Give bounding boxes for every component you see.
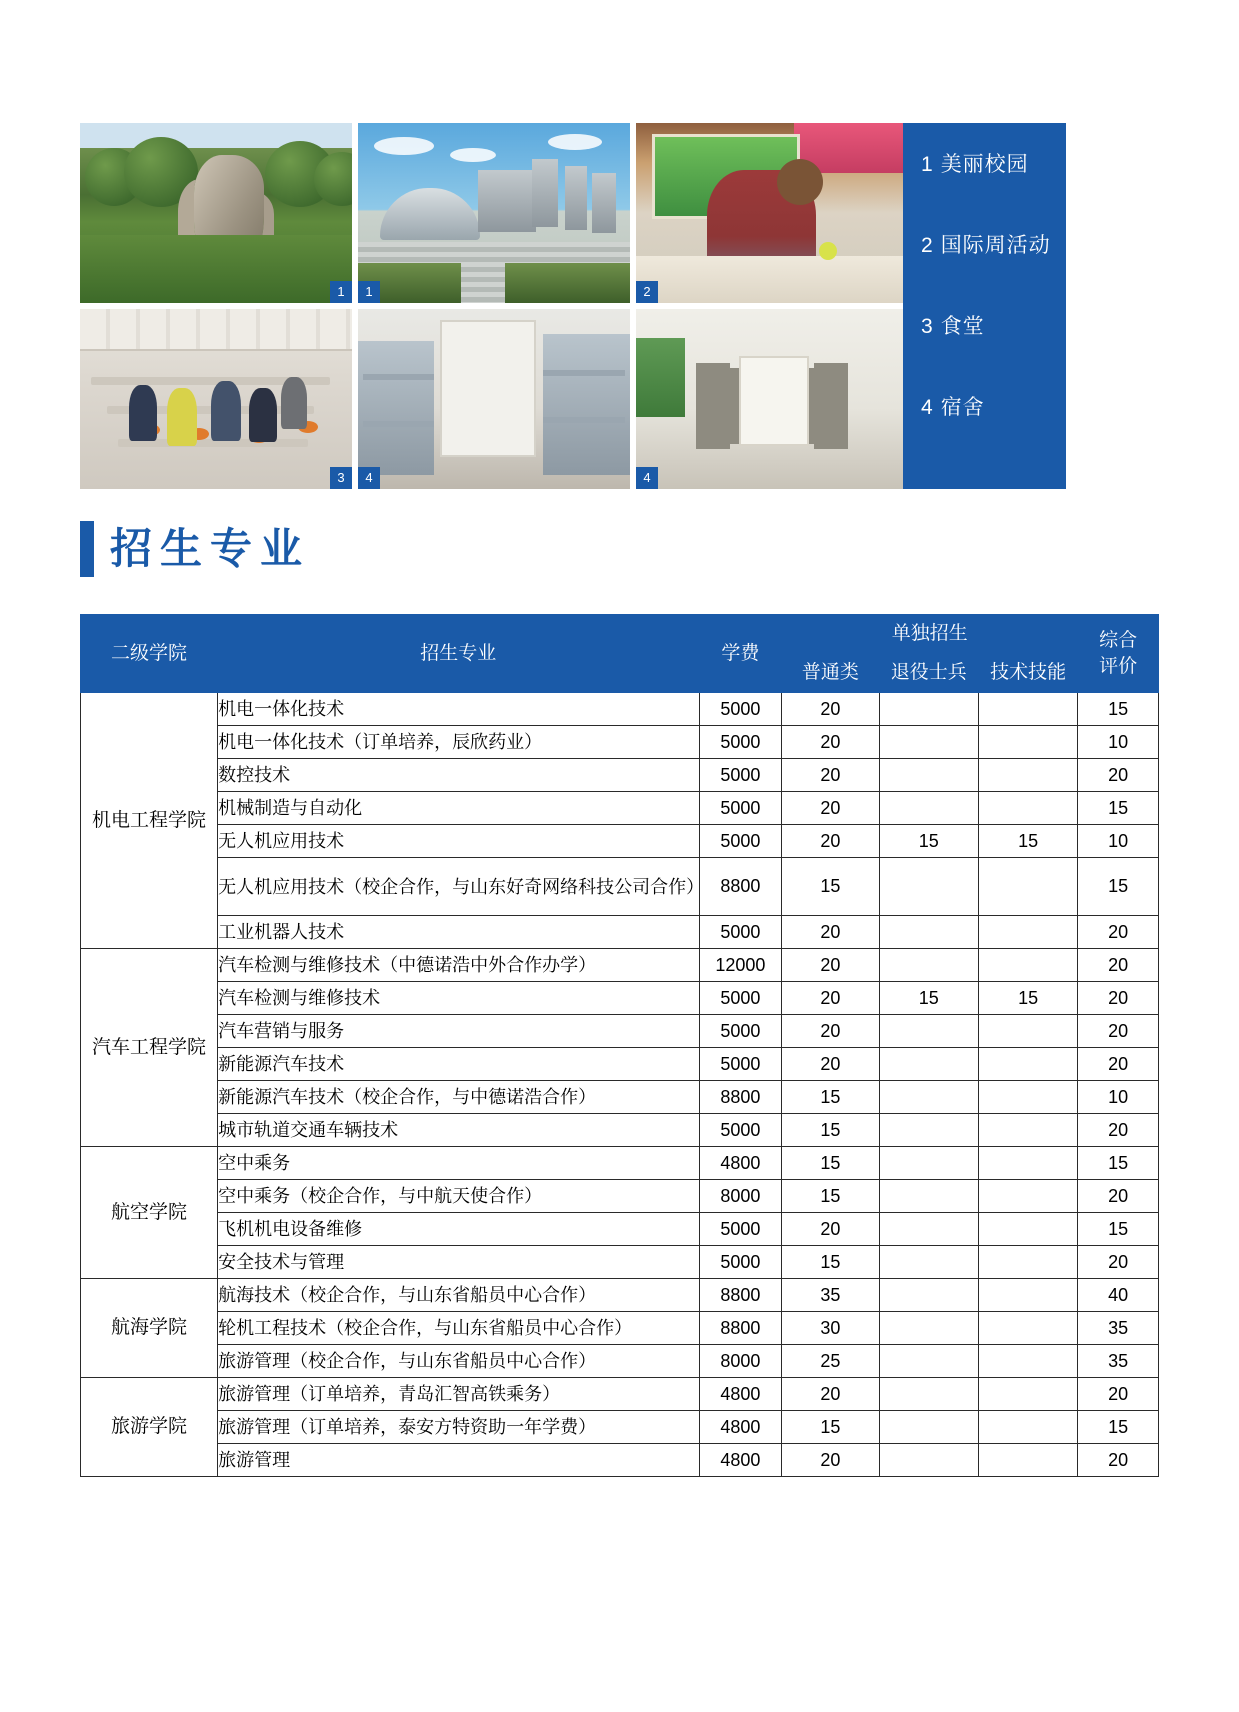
table-row (81, 1180, 1159, 1213)
eval-cell: 35 (1078, 1345, 1159, 1378)
veteran-cell (879, 1081, 978, 1114)
table-row (81, 982, 1159, 1015)
table-row (81, 1114, 1159, 1147)
table-header-row-1 (81, 615, 1159, 654)
veteran-cell (879, 1378, 978, 1411)
table-row (81, 726, 1159, 759)
skill-cell (978, 693, 1077, 726)
fee-cell: 4800 (699, 1444, 782, 1477)
veteran-cell (879, 1246, 978, 1279)
photo-tag: 4 (636, 467, 658, 489)
table-header (81, 615, 1159, 693)
normal-cell: 15 (782, 1246, 879, 1279)
header-veteran-soldier: 退役士兵 (879, 654, 978, 693)
college-cell: 航空学院 (81, 1147, 218, 1279)
fee-cell: 5000 (699, 759, 782, 792)
eval-cell: 20 (1078, 1114, 1159, 1147)
major-cell: 空中乘务 (218, 1147, 699, 1180)
major-cell: 旅游管理 (218, 1444, 699, 1477)
major-cell: 飞机机电设备维修 (218, 1213, 699, 1246)
eval-cell: 20 (1078, 916, 1159, 949)
eval-cell: 20 (1078, 759, 1159, 792)
skill-cell (978, 1378, 1077, 1411)
skill-cell (978, 1180, 1077, 1213)
veteran-cell (879, 1114, 978, 1147)
normal-cell: 20 (782, 1213, 879, 1246)
eval-cell: 15 (1078, 1411, 1159, 1444)
fee-cell: 5000 (699, 916, 782, 949)
normal-cell: 35 (782, 1279, 879, 1312)
college-cell: 机电工程学院 (81, 693, 218, 949)
fee-cell: 5000 (699, 726, 782, 759)
eval-cell: 20 (1078, 982, 1159, 1015)
fee-cell: 5000 (699, 1213, 782, 1246)
veteran-cell (879, 726, 978, 759)
skill-cell (978, 1345, 1077, 1378)
photo-tag: 1 (330, 281, 352, 303)
table-row (81, 1279, 1159, 1312)
major-cell: 无人机应用技术（校企合作，与山东好奇网络科技公司合作） (218, 858, 699, 916)
table-row (81, 1081, 1159, 1114)
major-cell: 汽车检测与维修技术 (218, 982, 699, 1015)
normal-cell: 20 (782, 693, 879, 726)
skill-cell (978, 726, 1077, 759)
majors-table (80, 614, 1159, 1477)
skill-cell (978, 916, 1077, 949)
table-row (81, 825, 1159, 858)
veteran-cell (879, 693, 978, 726)
normal-cell: 20 (782, 1378, 879, 1411)
skill-cell: 15 (978, 982, 1077, 1015)
skill-cell (978, 1114, 1077, 1147)
eval-cell: 10 (1078, 825, 1159, 858)
skill-cell (978, 1246, 1077, 1279)
table-row (81, 858, 1159, 916)
normal-cell: 20 (782, 792, 879, 825)
veteran-cell (879, 1147, 978, 1180)
skill-cell (978, 1444, 1077, 1477)
major-cell: 汽车检测与维修技术（中德诺浩中外合作办学） (218, 949, 699, 982)
major-cell: 旅游管理（订单培养，泰安方特资助一年学费） (218, 1411, 699, 1444)
eval-cell: 10 (1078, 726, 1159, 759)
eval-cell: 15 (1078, 792, 1159, 825)
header-major: 招生专业 (218, 615, 699, 693)
veteran-cell (879, 1411, 978, 1444)
header-normal-category: 普通类 (782, 654, 879, 693)
table-row (81, 1411, 1159, 1444)
normal-cell: 20 (782, 982, 879, 1015)
table-row (81, 1147, 1159, 1180)
fee-cell: 5000 (699, 1048, 782, 1081)
veteran-cell (879, 1048, 978, 1081)
skill-cell (978, 1213, 1077, 1246)
eval-cell: 20 (1078, 1180, 1159, 1213)
table-row (81, 916, 1159, 949)
photo-tag: 2 (636, 281, 658, 303)
legend-item (921, 234, 1066, 258)
veteran-cell: 15 (879, 982, 978, 1015)
college-cell: 旅游学院 (81, 1378, 218, 1477)
major-cell: 新能源汽车技术（校企合作，与中德诺浩合作） (218, 1081, 699, 1114)
photo-tag: 1 (358, 281, 380, 303)
gallery-legend-panel (903, 123, 1066, 489)
major-cell: 空中乘务（校企合作，与中航天使合作） (218, 1180, 699, 1213)
skill-cell (978, 1312, 1077, 1345)
normal-cell: 15 (782, 1180, 879, 1213)
photo-tag: 4 (358, 467, 380, 489)
major-cell: 机电一体化技术 (218, 693, 699, 726)
normal-cell: 20 (782, 949, 879, 982)
photo-tag: 3 (330, 467, 352, 489)
veteran-cell (879, 759, 978, 792)
skill-cell: 15 (978, 825, 1077, 858)
fee-cell: 8800 (699, 1279, 782, 1312)
legend-item (921, 396, 1066, 420)
fee-cell: 5000 (699, 693, 782, 726)
skill-cell (978, 949, 1077, 982)
table-row (81, 759, 1159, 792)
veteran-cell (879, 916, 978, 949)
fee-cell: 8000 (699, 1180, 782, 1213)
skill-cell (978, 1411, 1077, 1444)
fee-cell: 5000 (699, 825, 782, 858)
table-row (81, 693, 1159, 726)
table-row (81, 1015, 1159, 1048)
college-cell: 汽车工程学院 (81, 949, 218, 1147)
legend-number: 1 (921, 153, 934, 176)
page-title: 招生专业 (110, 525, 311, 572)
table-row (81, 792, 1159, 825)
table-row (81, 1246, 1159, 1279)
skill-cell (978, 759, 1077, 792)
normal-cell: 15 (782, 1081, 879, 1114)
normal-cell: 20 (782, 916, 879, 949)
fee-cell: 5000 (699, 982, 782, 1015)
major-cell: 城市轨道交通车辆技术 (218, 1114, 699, 1147)
skill-cell (978, 1048, 1077, 1081)
header-comprehensive-evaluation (1078, 615, 1159, 693)
eval-cell: 20 (1078, 1378, 1159, 1411)
eval-cell: 20 (1078, 949, 1159, 982)
veteran-cell (879, 1345, 978, 1378)
veteran-cell (879, 949, 978, 982)
table-body (81, 693, 1159, 1477)
fee-cell: 4800 (699, 1411, 782, 1444)
photo-dorm-room (358, 309, 630, 489)
major-cell: 机械制造与自动化 (218, 792, 699, 825)
normal-cell: 15 (782, 858, 879, 916)
fee-cell: 4800 (699, 1147, 782, 1180)
eval-cell: 10 (1078, 1081, 1159, 1114)
major-cell: 旅游管理（校企合作，与山东省船员中心合作） (218, 1345, 699, 1378)
majors-table-wrapper (80, 614, 1159, 1477)
college-cell: 航海学院 (81, 1279, 218, 1378)
photo-campus-sculpture (80, 123, 352, 303)
major-cell: 工业机器人技术 (218, 916, 699, 949)
skill-cell (978, 1147, 1077, 1180)
eval-cell: 20 (1078, 1048, 1159, 1081)
fee-cell: 8800 (699, 1081, 782, 1114)
major-cell: 轮机工程技术（校企合作，与山东省船员中心合作） (218, 1312, 699, 1345)
normal-cell: 20 (782, 1444, 879, 1477)
eval-cell: 15 (1078, 693, 1159, 726)
section-heading (80, 521, 310, 577)
major-cell: 旅游管理（订单培养，青岛汇智高铁乘务） (218, 1378, 699, 1411)
fee-cell: 8800 (699, 1312, 782, 1345)
legend-item (921, 315, 1066, 339)
eval-cell: 35 (1078, 1312, 1159, 1345)
legend-label: 美丽校园 (940, 153, 1029, 176)
table-row (81, 1345, 1159, 1378)
normal-cell: 20 (782, 726, 879, 759)
photo-dorm-corridor (636, 309, 908, 489)
table-row (81, 1048, 1159, 1081)
fee-cell: 5000 (699, 1114, 782, 1147)
major-cell: 安全技术与管理 (218, 1246, 699, 1279)
major-cell: 机电一体化技术（订单培养，辰欣药业） (218, 726, 699, 759)
normal-cell: 25 (782, 1345, 879, 1378)
fee-cell: 4800 (699, 1378, 782, 1411)
header-comprehensive-line2: 评价 (1099, 655, 1138, 677)
fee-cell: 8000 (699, 1345, 782, 1378)
table-row (81, 949, 1159, 982)
eval-cell: 40 (1078, 1279, 1159, 1312)
eval-cell: 15 (1078, 1147, 1159, 1180)
eval-cell: 20 (1078, 1015, 1159, 1048)
normal-cell: 20 (782, 759, 879, 792)
photo-campus-buildings (358, 123, 630, 303)
legend-item (921, 153, 1066, 177)
normal-cell: 20 (782, 825, 879, 858)
legend-label: 宿舍 (940, 396, 985, 419)
veteran-cell (879, 1015, 978, 1048)
table-row (81, 1312, 1159, 1345)
normal-cell: 15 (782, 1114, 879, 1147)
fee-cell: 5000 (699, 792, 782, 825)
major-cell: 数控技术 (218, 759, 699, 792)
photo-canteen (80, 309, 352, 489)
normal-cell: 30 (782, 1312, 879, 1345)
veteran-cell (879, 858, 978, 916)
veteran-cell (879, 1279, 978, 1312)
normal-cell: 20 (782, 1015, 879, 1048)
fee-cell: 5000 (699, 1246, 782, 1279)
skill-cell (978, 1015, 1077, 1048)
eval-cell: 15 (1078, 1213, 1159, 1246)
skill-cell (978, 858, 1077, 916)
legend-number: 4 (921, 396, 934, 419)
skill-cell (978, 1081, 1077, 1114)
major-cell: 新能源汽车技术 (218, 1048, 699, 1081)
veteran-cell: 15 (879, 825, 978, 858)
veteran-cell (879, 1180, 978, 1213)
veteran-cell (879, 792, 978, 825)
legend-number: 2 (921, 234, 934, 257)
normal-cell: 15 (782, 1147, 879, 1180)
eval-cell: 20 (1078, 1444, 1159, 1477)
photo-international-week (636, 123, 908, 303)
normal-cell: 20 (782, 1048, 879, 1081)
header-fee: 学费 (699, 615, 782, 693)
veteran-cell (879, 1213, 978, 1246)
legend-label: 食堂 (940, 315, 985, 338)
skill-cell (978, 1279, 1077, 1312)
major-cell: 汽车营销与服务 (218, 1015, 699, 1048)
table-row (81, 1378, 1159, 1411)
veteran-cell (879, 1312, 978, 1345)
header-comprehensive-line1: 综合 (1099, 629, 1138, 651)
eval-cell: 20 (1078, 1246, 1159, 1279)
header-separate-admission: 单独招生 (782, 615, 1078, 654)
legend-label: 国际周活动 (940, 234, 1051, 257)
header-college: 二级学院 (81, 615, 218, 693)
major-cell: 无人机应用技术 (218, 825, 699, 858)
fee-cell: 8800 (699, 858, 782, 916)
legend-number: 3 (921, 315, 934, 338)
table-row (81, 1444, 1159, 1477)
table-row (81, 1213, 1159, 1246)
eval-cell: 15 (1078, 858, 1159, 916)
veteran-cell (879, 1444, 978, 1477)
header-technical-skill: 技术技能 (978, 654, 1077, 693)
section-accent-bar (80, 521, 94, 577)
fee-cell: 12000 (699, 949, 782, 982)
skill-cell (978, 792, 1077, 825)
normal-cell: 15 (782, 1411, 879, 1444)
fee-cell: 5000 (699, 1015, 782, 1048)
major-cell: 航海技术（校企合作，与山东省船员中心合作） (218, 1279, 699, 1312)
